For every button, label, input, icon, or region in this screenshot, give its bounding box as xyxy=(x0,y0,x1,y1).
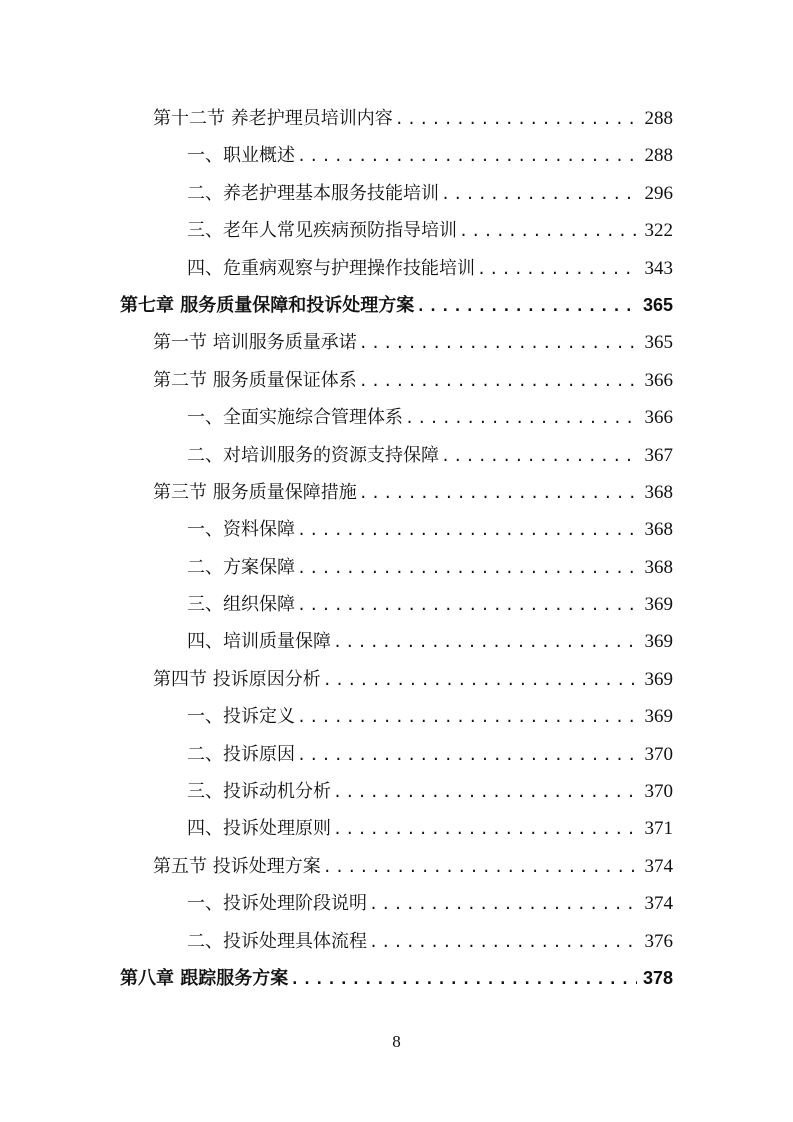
toc-entry-page-number: 368 xyxy=(644,556,673,578)
toc-dot-leader xyxy=(441,176,637,213)
toc-entry-line xyxy=(187,773,673,811)
toc-dot-leader xyxy=(297,512,637,549)
toc-entry-page-number: 296 xyxy=(644,182,673,204)
toc-entry-line xyxy=(187,250,673,288)
toc-entry-page-number: 371 xyxy=(644,818,673,840)
toc-entry-page-number: 366 xyxy=(644,407,673,429)
toc-entry-title: 一、全面实施综合管理体系 xyxy=(187,407,403,429)
toc-entry-page-number: 367 xyxy=(644,444,673,466)
toc-entry-title: 二、投诉原因 xyxy=(187,743,295,765)
toc-dot-leader xyxy=(297,587,637,624)
toc-entry-title: 第五节 投诉处理方案 xyxy=(153,855,321,877)
toc-entry-title: 第八章 跟踪服务方案 xyxy=(120,967,289,989)
toc-dot-leader xyxy=(323,662,637,699)
toc-entry-page-number: 370 xyxy=(644,781,673,803)
toc-entry-item[interactable] xyxy=(0,212,793,249)
toc-entry-line xyxy=(153,474,673,512)
toc-entry-line xyxy=(153,362,673,400)
toc-entry-item[interactable] xyxy=(0,175,793,212)
toc-dot-leader xyxy=(369,924,637,961)
toc-entry-line xyxy=(187,511,673,549)
toc-entry-item[interactable] xyxy=(0,586,793,623)
toc-entry-line xyxy=(153,100,673,138)
toc-dot-leader xyxy=(333,624,637,661)
toc-entry-line xyxy=(120,287,673,325)
toc-entry-page-number: 378 xyxy=(642,967,673,988)
toc-entry-title: 三、组织保障 xyxy=(187,594,295,616)
toc-entry-page-number: 376 xyxy=(644,930,673,952)
toc-entry-item[interactable] xyxy=(0,923,793,960)
toc-entry-page-number: 369 xyxy=(644,631,673,653)
toc-dot-leader xyxy=(359,475,637,512)
toc-entry-title: 一、投诉处理阶段说明 xyxy=(187,893,367,915)
toc-dot-leader xyxy=(323,849,637,886)
toc-entry-item[interactable] xyxy=(0,623,793,660)
toc-entry-page-number: 370 xyxy=(644,743,673,765)
toc-entry-line xyxy=(187,736,673,774)
toc-dot-leader xyxy=(459,213,637,250)
toc-entry-line xyxy=(187,212,673,250)
toc-entry-page-number: 288 xyxy=(644,108,673,129)
toc-entry-page-number: 365 xyxy=(644,332,673,354)
toc-entry-title: 三、投诉动机分析 xyxy=(187,781,331,803)
toc-entry-line xyxy=(153,324,673,362)
toc-entry-title: 第十二节 养老护理员培训内容 xyxy=(153,108,393,129)
toc-dot-leader xyxy=(333,811,637,848)
toc-entry-page-number: 288 xyxy=(644,145,673,167)
toc-entry-page-number: 374 xyxy=(644,893,673,915)
toc-entry-line xyxy=(187,923,673,961)
toc-dot-leader xyxy=(359,325,637,362)
toc-entry-page-number: 369 xyxy=(644,706,673,728)
toc-entry-title: 二、投诉处理具体流程 xyxy=(187,930,367,952)
toc-entry-page-number: 322 xyxy=(644,220,673,242)
toc-entry-chapter[interactable] xyxy=(0,287,793,324)
toc-entry-item[interactable] xyxy=(0,773,793,810)
toc-dot-leader xyxy=(369,886,637,923)
toc-entry-line xyxy=(120,960,673,998)
toc-dot-leader xyxy=(290,961,637,998)
table-of-contents xyxy=(0,100,793,997)
toc-entry-section[interactable] xyxy=(0,362,793,399)
toc-entry-line xyxy=(187,137,673,175)
toc-entry-line xyxy=(187,549,673,587)
toc-entry-title: 三、老年人常见疾病预防指导培训 xyxy=(187,220,457,242)
toc-entry-title: 二、养老护理基本服务技能培训 xyxy=(187,182,439,204)
toc-dot-leader xyxy=(359,363,637,400)
toc-dot-leader xyxy=(441,438,637,475)
toc-entry-title: 四、投诉处理原则 xyxy=(187,818,331,840)
toc-entry-line xyxy=(187,885,673,923)
toc-entry-page-number: 343 xyxy=(644,257,673,279)
toc-entry-page-number: 369 xyxy=(644,668,673,690)
toc-entry-title: 一、投诉定义 xyxy=(187,706,295,728)
toc-entry-item[interactable] xyxy=(0,399,793,436)
toc-entry-title: 二、方案保障 xyxy=(187,556,295,578)
toc-dot-leader xyxy=(333,774,637,811)
toc-entry-title: 一、职业概述 xyxy=(187,145,295,167)
toc-entry-page-number: 368 xyxy=(644,519,673,541)
toc-entry-page-number: 369 xyxy=(644,594,673,616)
toc-entry-title: 一、资料保障 xyxy=(187,519,295,541)
toc-entry-line xyxy=(153,661,673,699)
toc-entry-section[interactable] xyxy=(0,474,793,511)
toc-entry-title: 第七章 服务质量保障和投诉处理方案 xyxy=(120,294,415,316)
toc-dot-leader xyxy=(297,699,637,736)
toc-dot-leader xyxy=(297,138,637,175)
toc-entry-title: 四、危重病观察与护理操作技能培训 xyxy=(187,257,475,279)
toc-dot-leader xyxy=(297,737,637,774)
toc-entry-line xyxy=(187,623,673,661)
toc-dot-leader xyxy=(405,400,637,437)
toc-dot-leader xyxy=(395,101,637,138)
toc-entry-item[interactable] xyxy=(0,810,793,847)
toc-entry-line xyxy=(153,848,673,886)
toc-entry-item[interactable] xyxy=(0,437,793,474)
toc-entry-title: 第三节 服务质量保障措施 xyxy=(153,481,357,503)
toc-dot-leader xyxy=(416,288,637,325)
toc-entry-item[interactable] xyxy=(0,511,793,548)
toc-entry-page-number: 368 xyxy=(644,481,673,503)
toc-entry-title: 二、对培训服务的资源支持保障 xyxy=(187,444,439,466)
page-number: 8 xyxy=(392,1032,401,1051)
toc-entry-page-number: 365 xyxy=(642,294,673,315)
toc-dot-leader xyxy=(477,251,637,288)
toc-entry-line xyxy=(187,399,673,437)
toc-entry-title: 第一节 培训服务质量承诺 xyxy=(153,332,357,354)
toc-entry-page-number: 366 xyxy=(644,369,673,391)
toc-entry-item[interactable] xyxy=(0,137,793,174)
toc-entry-item[interactable] xyxy=(0,250,793,287)
toc-entry-line xyxy=(187,586,673,624)
toc-entry-item[interactable] xyxy=(0,736,793,773)
toc-entry-title: 第二节 服务质量保证体系 xyxy=(153,369,357,391)
toc-entry-section[interactable] xyxy=(0,661,793,698)
toc-entry-section[interactable] xyxy=(0,100,793,137)
toc-entry-page-number: 374 xyxy=(644,855,673,877)
toc-entry-chapter[interactable] xyxy=(0,960,793,997)
toc-entry-section[interactable] xyxy=(0,324,793,361)
toc-entry-line xyxy=(187,698,673,736)
toc-entry-line xyxy=(187,175,673,213)
toc-entry-item[interactable] xyxy=(0,698,793,735)
toc-entry-line xyxy=(187,810,673,848)
toc-entry-section[interactable] xyxy=(0,848,793,885)
toc-dot-leader xyxy=(297,550,637,587)
toc-entry-item[interactable] xyxy=(0,885,793,922)
toc-entry-title: 四、培训质量保障 xyxy=(187,631,331,653)
toc-entry-line xyxy=(187,437,673,475)
toc-entry-title: 第四节 投诉原因分析 xyxy=(153,668,321,690)
toc-entry-item[interactable] xyxy=(0,549,793,586)
